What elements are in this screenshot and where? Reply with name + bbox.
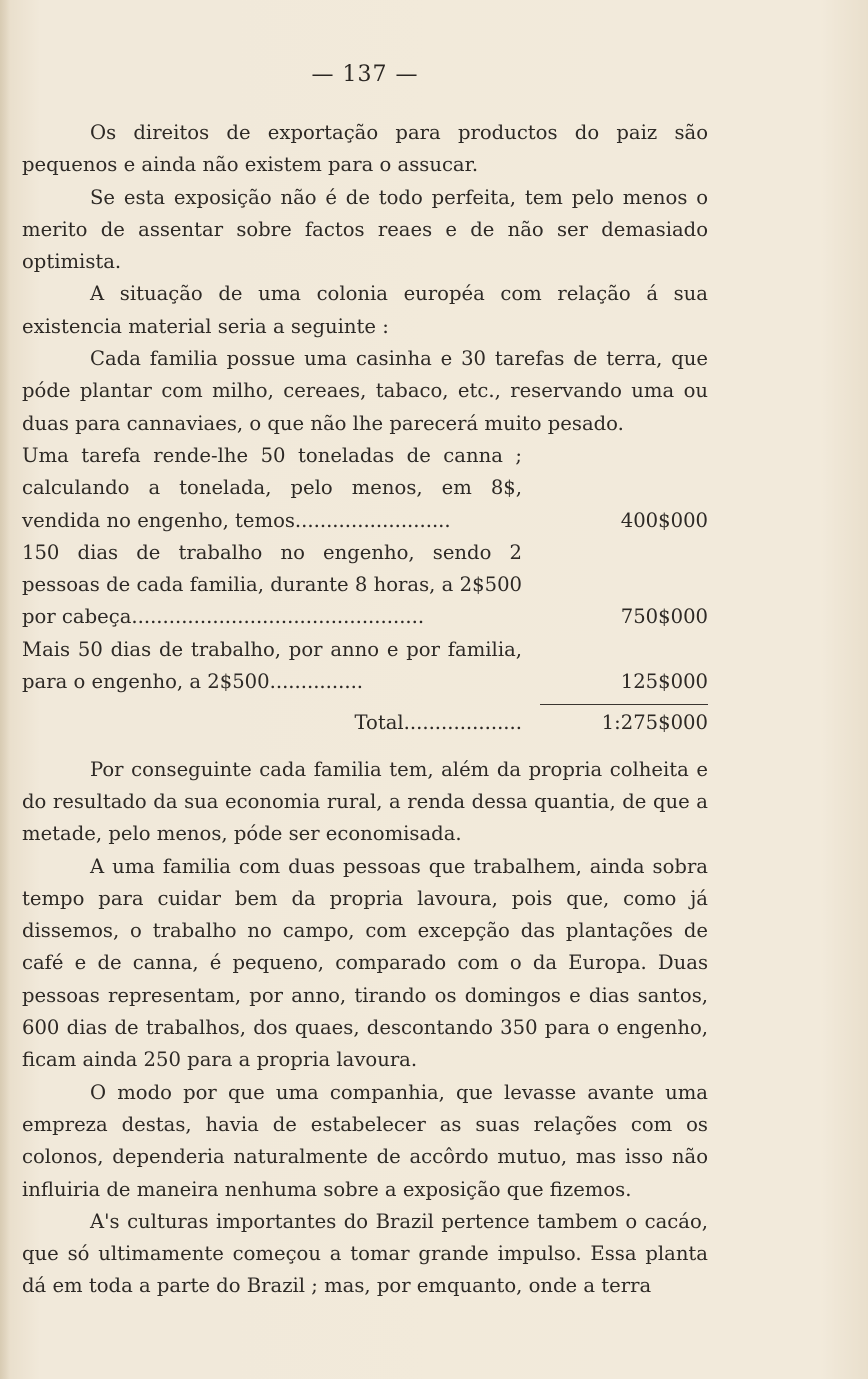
ledger-row-amount: 125$000 bbox=[620, 670, 708, 694]
paragraph-consequently: Por conseguinte cada familia tem, além da propria colheita e do resultado da sua economia rural, a renda dessa quantia, de que a metade, pelo menos, póde ser economisada. bbox=[22, 757, 708, 846]
income-ledger bbox=[22, 440, 708, 740]
ledger-row-description: Mais 50 dias de trabalho, por anno e por familia, para o engenho, a 2$500............... bbox=[22, 637, 522, 694]
ledger-row bbox=[22, 537, 708, 634]
ledger-total-label: Total................... bbox=[354, 711, 522, 735]
ledger-row-amount: 750$000 bbox=[620, 605, 708, 629]
ledger-row bbox=[22, 634, 708, 699]
ledger-row-amount: 400$000 bbox=[620, 508, 708, 532]
paragraph-cacao: A's culturas importantes do Brazil pertence tambem o cacáo, que só ultimamente começou a tomar grande impulso. Essa planta dá em toda a parte do Brazil ; mas, por emquanto, onde a terra bbox=[22, 1209, 708, 1298]
paragraph-company-relations: O modo por que uma companhia, que levasse avante uma empreza destas, havia de estabelecer as suas relações com os colonos, dependeria naturalmente de accôrdo mutuo, mas isso não influiria de maneira nenhuma sobre a exposição que fizemos. bbox=[22, 1080, 708, 1201]
body-text-top bbox=[22, 117, 708, 440]
body-text-bottom bbox=[22, 754, 708, 1303]
paragraph-export-duties: Os direitos de exportação para productos do paiz são pequenos e ainda não existem para o assucar. bbox=[22, 121, 708, 177]
ledger-total-row bbox=[22, 704, 708, 739]
page-number: — 137 — bbox=[311, 62, 419, 87]
paragraph-colony-situation: A situação de uma colonia européa com relação á sua existencia material seria a seguinte : bbox=[22, 282, 708, 338]
ledger-row-description: 150 dias de trabalho no engenho, sendo 2 pessoas de cada familia, durante 8 horas, a 2$500 por cabeça............................................... bbox=[22, 540, 522, 629]
paragraph-family-land: Cada familia possue uma casinha e 30 tarefas de terra, que póde plantar com milho, cereaes, tabaco, etc., reservando uma ou duas para cannaviaes, o que não lhe parecerá muito pesado. bbox=[22, 347, 708, 435]
ledger-total-amount: 1:275$000 bbox=[540, 704, 708, 739]
paragraph-exposition: Se esta exposição não é de todo perfeita, tem pelo menos o merito de assentar sobre factos reaes e de não ser demasiado optimista. bbox=[22, 185, 708, 274]
paragraph-two-workers: A uma familia com duas pessoas que trabalhem, ainda sobra tempo para cuidar bem da propria lavoura, pois que, como já dissemos, o trabalho no campo, com excepção das plantações de café e de canna, é pequeno, comparado com o da Europa. Duas pessoas representam, por anno, tirando os domingos e dias santos, 600 dias de trabalhos, dos quaes, descontando 350 para o engenho, ficam ainda 250 para a propria lavoura. bbox=[22, 854, 708, 1072]
ledger-row bbox=[22, 440, 708, 537]
ledger-row-description: Uma tarefa rende-lhe 50 toneladas de canna ; calculando a tonelada, pelo menos, em 8$, vendida no engenho, temos......................... bbox=[22, 443, 522, 532]
